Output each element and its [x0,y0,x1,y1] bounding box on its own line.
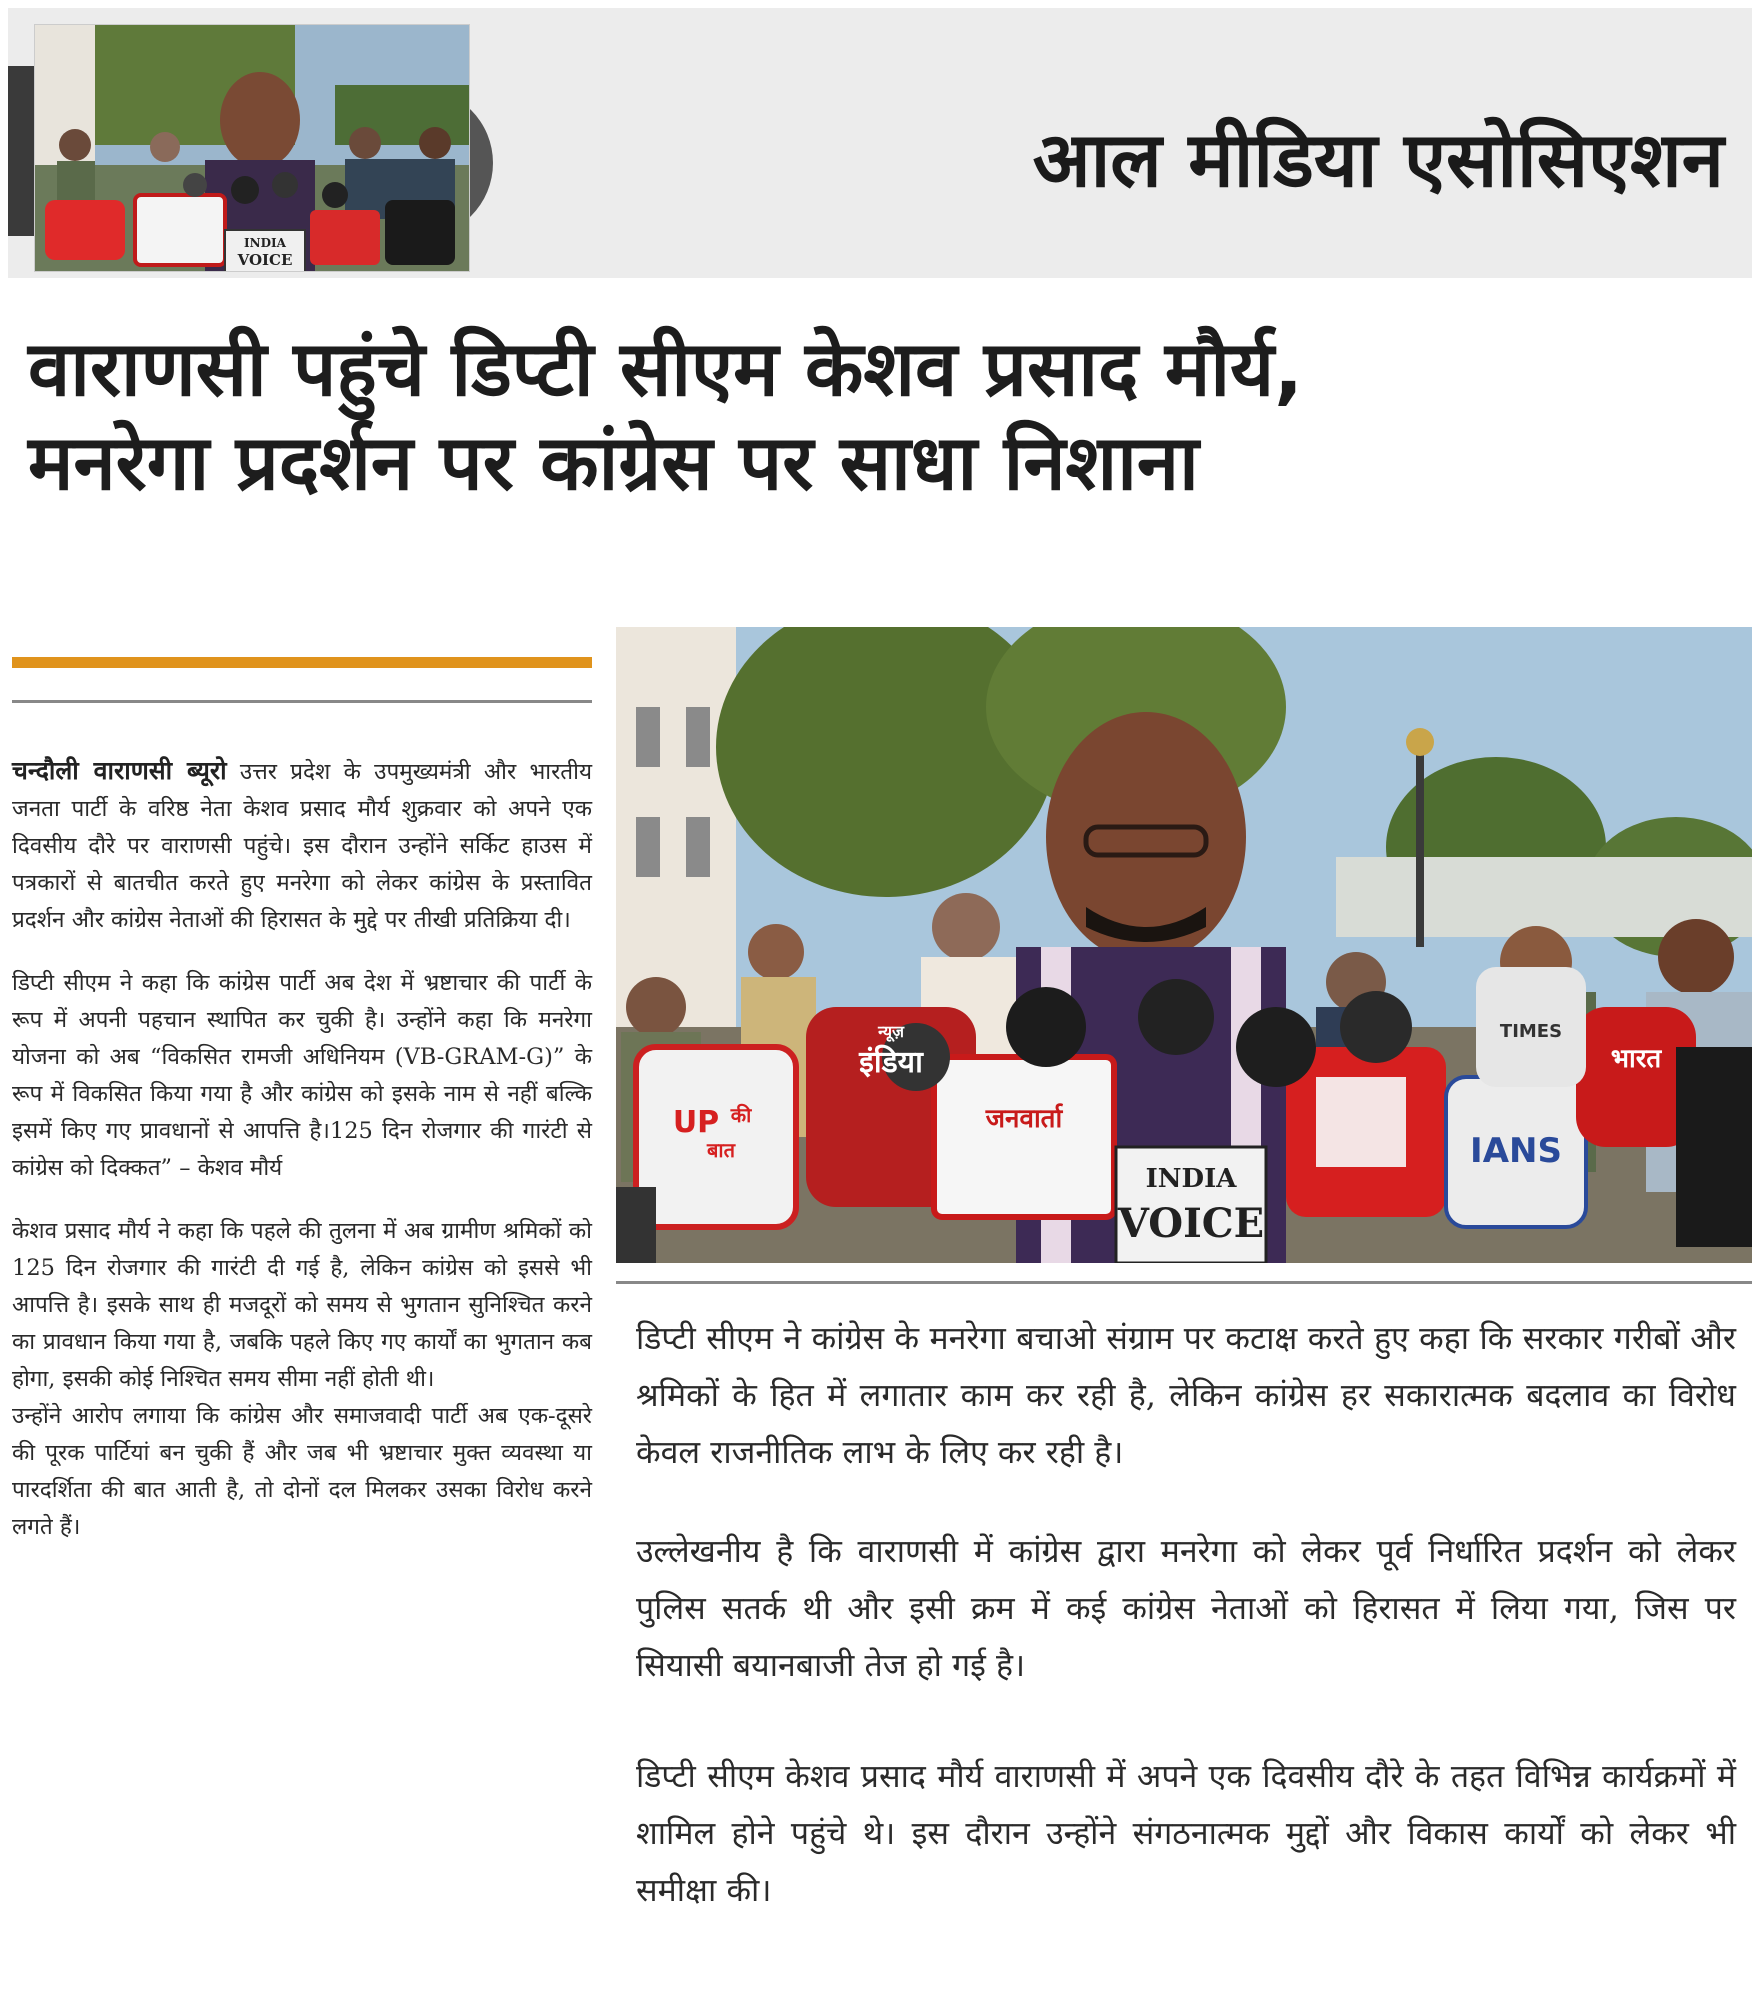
left-paragraph-2: डिप्टी सीएम ने कहा कि कांग्रेस पार्टी अब देश में भ्रष्टाचार की पार्टी के रूप में अपनी पहचान स्थापित कर चुकी है। उन्होंने कहा कि मनरेगा योजना को अब “विकसित रामजी अधिनियम (VB-GRAM-G)” के रूप में विकसित किया गया है और कांग्रेस को इसके नाम से नहीं बल्कि इसमें किए गए प्रावधानों से आपत्ति है।125 दिन रोजगार की गारंटी से कांग्रेस को दिक्कत” – केशव मौर्य [12,970,592,1181]
header-thumbnail-photo [34,24,470,272]
mic-label-baat: बात [707,1138,735,1162]
thumbnail-press-scene [35,25,470,272]
headline-line-2: मनरेगा प्रदर्शन पर कांग्रेस पर साधा निशाना [28,418,1199,507]
accent-rule [12,657,592,668]
left-paragraph-3: केशव प्रसाद मौर्य ने कहा कि पहले की तुलना में अब ग्रामीण श्रमिकों को 125 दिन रोजगार की गारंटी दी गई है, लेकिन कांग्रेस को इससे भी आपत्ति है। इसके साथ ही मजदूरों को समय से भुगतान सुनिश्चित करने का प्रावधान किया गया है, जबकि पहले किए गए कार्यों का भुगतान कब होगा, इसकी कोई निश्चित समय सीमा नहीं होती थी। [12,1218,592,1392]
left-paragraph-4: उन्होंने आरोप लगाया कि कांग्रेस और समाजवादी पार्टी अब एक-दूसरे की पूरक पार्टियां बन चुकी हैं और जब भी भ्रष्टाचार मुक्त व्यवस्था या पारदर्शिता की बात आती है, तो दोनों दल मिलकर उसका विरोध करने लगते हैं। [12,1403,592,1540]
mic-label-janvarta: जनवार्ता [985,1104,1063,1134]
mic-label-news: न्यूज़ [878,1022,904,1041]
mic-label-times: TIMES [1499,1021,1563,1042]
press-conference-scene [616,627,1752,1263]
mic-label-up: UP [672,1105,720,1140]
thumb-mic-label-india: INDIA [244,236,286,250]
byline: चन्दौली वाराणसी ब्यूरो [12,756,227,785]
masthead-title: आल मीडिया एसोसिएशन [1032,115,1724,204]
article-headline [28,322,1728,510]
headline-line-1: वाराणसी पहुंचे डिप्टी सीएम केशव प्रसाद मौर्य, [28,324,1303,413]
right-paragraph-1: डिप्टी सीएम ने कांग्रेस के मनरेगा बचाओ संग्राम पर कटाक्ष करते हुए कहा कि सरकार गरीबों और श्रमिकों के हित में लगातार काम कर रही है, लेकिन कांग्रेस हर सकारात्मक बदलाव का विरोध केवल राजनीतिक लाभ के लिए कर रही है। [636,1319,1736,1471]
left-article-column [12,752,592,1572]
mic-label-india: INDIA [1145,1164,1237,1194]
left-paragraph-1-text: उत्तर प्रदेश के उपमुख्यमंत्री और भारतीय जनता पार्टी के वरिष्ठ नेता केशव प्रसाद मौर्य शुक्रवार को अपने एक दिवसीय दौरे पर वाराणसी पहुंचे। इस दौरान उन्होंने सर्किट हाउस में पत्रकारों से बातचीत करते हुए मनरेगा को लेकर कांग्रेस के प्रस्तावित प्रदर्शन और कांग्रेस नेताओं की हिरासत के मुद्दे पर तीखी प्रतिक्रिया दी। [12,759,592,933]
divider-rule [12,700,592,703]
masthead-header [8,8,1752,278]
right-paragraph-2: उल्लेखनीय है कि वाराणसी में कांग्रेस द्वारा मनरेगा को लेकर पूर्व निर्धारित प्रदर्शन को लेकर पुलिस सतर्क थी और इसी क्रम में कई कांग्रेस नेताओं को हिरासत में लिया गया, जिस पर सियासी बयानबाजी तेज हो गई है। [636,1532,1736,1684]
mic-label-ki: की [730,1103,752,1127]
photo-divider-rule [616,1281,1752,1284]
thumb-mic-label-voice: VOICE [237,251,293,269]
header-dark-bar [8,66,34,236]
right-article-column [636,1310,1736,1961]
mic-label-india-hindi: इंडिया [859,1045,923,1080]
mic-label-bharat: भारत [1610,1044,1662,1074]
left-paragraph-1 [12,752,592,939]
main-press-photo [616,627,1752,1263]
mic-label-ians: IANS [1470,1131,1562,1171]
mic-label-voice: VOICE [1117,1200,1265,1247]
right-paragraph-3: डिप्टी सीएम केशव प्रसाद मौर्य वाराणसी में अपने एक दिवसीय दौरे के तहत विभिन्न कार्यक्रमों में शामिल होने पहुंचे थे। इस दौरान उन्होंने संगठनात्मक मुद्दों और विकास कार्यों को लेकर भी समीक्षा की। [636,1757,1736,1909]
